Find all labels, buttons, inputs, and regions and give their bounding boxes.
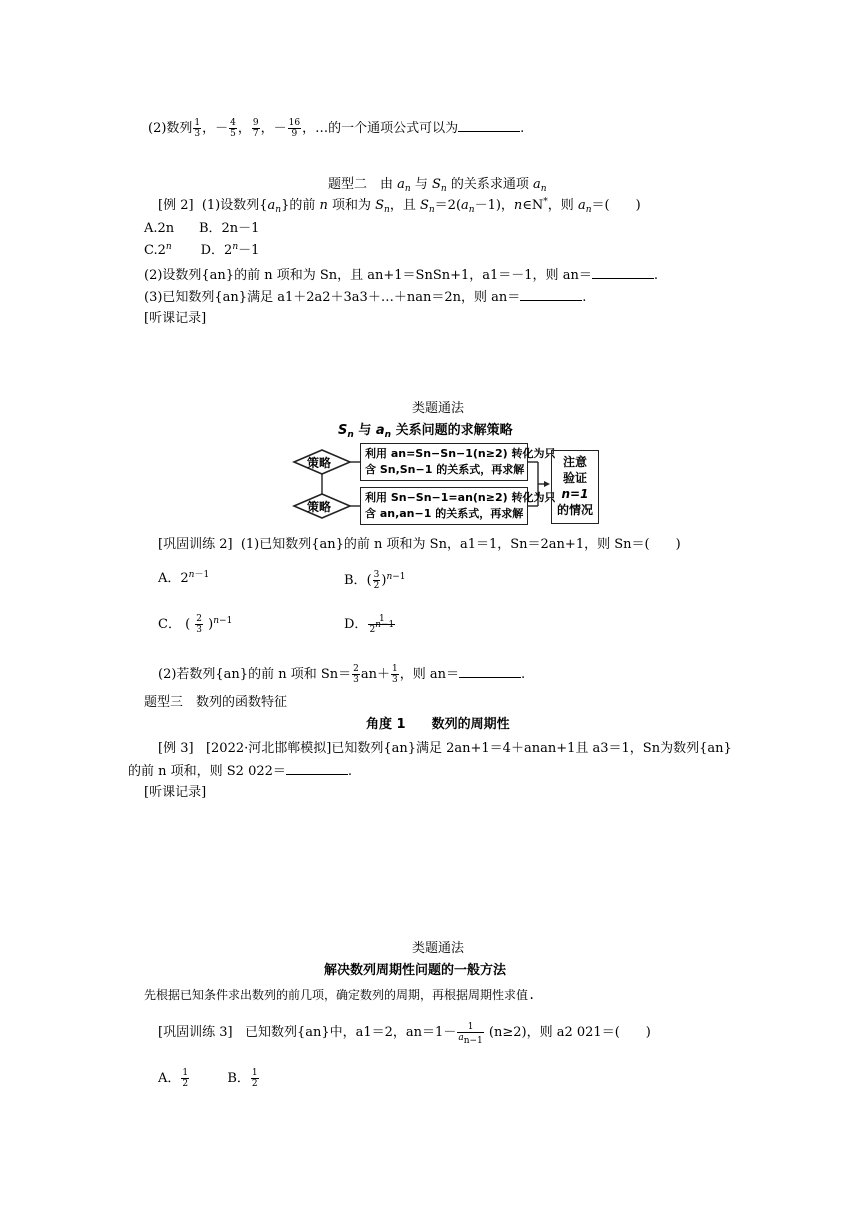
fraction: $\frac{16}{9}$ — [288, 118, 301, 139]
strategy-2-box: 利用 Sn−Sn−1=an(n≥2) 转化为只 含 an,an−1 的关系式，再求解 — [360, 487, 528, 525]
drill-label: [巩固训练 2] — [158, 537, 233, 552]
example-2-options-ab — [144, 220, 259, 238]
type3-heading: 题型三 数列的函数特征 — [144, 695, 288, 710]
example-2-q3: (3)已知数列{an}满足 a1＋2a2＋3a3＋…＋nan＝2n，则 an＝ . — [144, 290, 587, 305]
strategy-1-box: 利用 an=Sn−Sn−1(n≥2) 转化为只 含 Sn,Sn−1 的关系式，再求解 — [360, 443, 528, 481]
drill-2-option-b[interactable]: B．( $\frac{3}{2}$ )$^{n-1}$ — [344, 570, 406, 591]
example-3-line1: [例 3] [2022·河北邯郸模拟]已知数列{an}满足 2an+1＝4＋anan+1且 a3＝1，Sn为数列{an} — [158, 741, 732, 756]
answer-blank[interactable] — [286, 762, 348, 775]
drill-2-q1: [巩固训练 2] (1)已知数列{an}的前 n 项和为 Sn，a1＝1，Sn＝2an+1，则 Sn＝( ) — [158, 537, 681, 552]
type2-heading: 题型二 由 $a_n$ 与 $S_n$ 的关系求通项 $a_n$ — [328, 177, 547, 194]
drill-label: [巩固训练 3] — [158, 1025, 233, 1040]
option-a[interactable]: A.2n — [144, 221, 175, 236]
notes-label: [听课记录] — [144, 311, 207, 326]
strategy-1-label: 策略 — [307, 456, 332, 470]
verify-note-box: 注意 验证 n=1 的情况 — [551, 450, 599, 524]
option-c[interactable]: C.2$^n$ — [144, 242, 172, 258]
answer-blank[interactable] — [459, 665, 521, 678]
method-title: $S_n$ 与 $a_n$ 关系问题的求解策略 — [338, 423, 513, 440]
question-1-2: (2)数列 $\frac{1}{3}$ ，－ $\frac{4}{5}$ ， $\frac{9}{7}$ ，－ $\frac{16}{9}$ ，…的一个通项公式可以为 . — [148, 118, 525, 139]
example-2-options-cd — [144, 242, 259, 260]
example-3-line2: 的前 n 项和，则 S2 022＝ . — [128, 764, 353, 779]
drill-2-option-d[interactable]: D． $\frac{1}{2^{n-1}}$ — [344, 614, 395, 635]
strategy-2-label: 策略 — [307, 500, 332, 514]
answer-blank[interactable] — [592, 266, 654, 279]
notes-label: [听课记录] — [144, 785, 207, 800]
example-2-q2: (2)设数列{an}的前 n 项和为 Sn，且 an+1＝SnSn+1，a1＝－1，则 an＝ . — [144, 268, 658, 283]
example-label: [例 2] — [158, 198, 194, 213]
option-b[interactable]: B． $\frac{1}{2}$ — [227, 1068, 258, 1089]
fraction: $\frac{1}{3}$ — [194, 118, 201, 139]
method-body: 先根据已知条件求出数列的前几项，确定数列的周期，再根据周期性求值. — [144, 988, 536, 1002]
option-a[interactable]: A． $\frac{1}{2}$ — [158, 1068, 189, 1089]
fraction: $\frac{4}{5}$ — [230, 118, 236, 139]
drill-3: [巩固训练 3] 已知数列{an}中，a1＝2，an＝1－ $\frac{1}{a_{n-1}}$ (n≥2)，则 a2 021＝( ) — [158, 1022, 651, 1046]
option-d[interactable]: D．$2^n-1$ — [200, 242, 260, 258]
option-b[interactable]: B．2n－1 — [198, 221, 260, 236]
drill-2-options-ab — [158, 570, 209, 588]
drill-3-options — [158, 1068, 260, 1089]
example-label: [例 3] — [158, 741, 194, 756]
strategy-diagram — [292, 440, 602, 526]
method-heading: 类题通法 — [412, 941, 465, 956]
answer-blank[interactable] — [458, 119, 520, 132]
method-heading: 类题通法 — [412, 401, 465, 416]
answer-blank[interactable] — [520, 288, 582, 301]
angle-heading: 角度 1 数列的周期性 — [366, 717, 510, 732]
drill-2-option-c[interactable]: C． ( $\frac{2}{3}$ )$^{n-1}$ — [158, 614, 233, 635]
drill-2-q2: (2)若数列{an}的前 n 项和 Sn＝ $\frac{2}{3}$ an＋ $\frac{1}{3}$ ，则 an＝ . — [158, 664, 526, 685]
example-2-q1: [例 2] (1)设数列$\{a_n\}$的前 n 项和为 $S_n$，且 $S_n=2(a_n-1)$，n∈N*，则 $a_n=$( ) — [158, 197, 641, 215]
method-title: 解决数列周期性问题的一般方法 — [324, 963, 507, 978]
option-a[interactable]: A．$2^{n-1}$ — [158, 570, 210, 586]
fraction: $\frac{9}{7}$ — [252, 118, 259, 139]
